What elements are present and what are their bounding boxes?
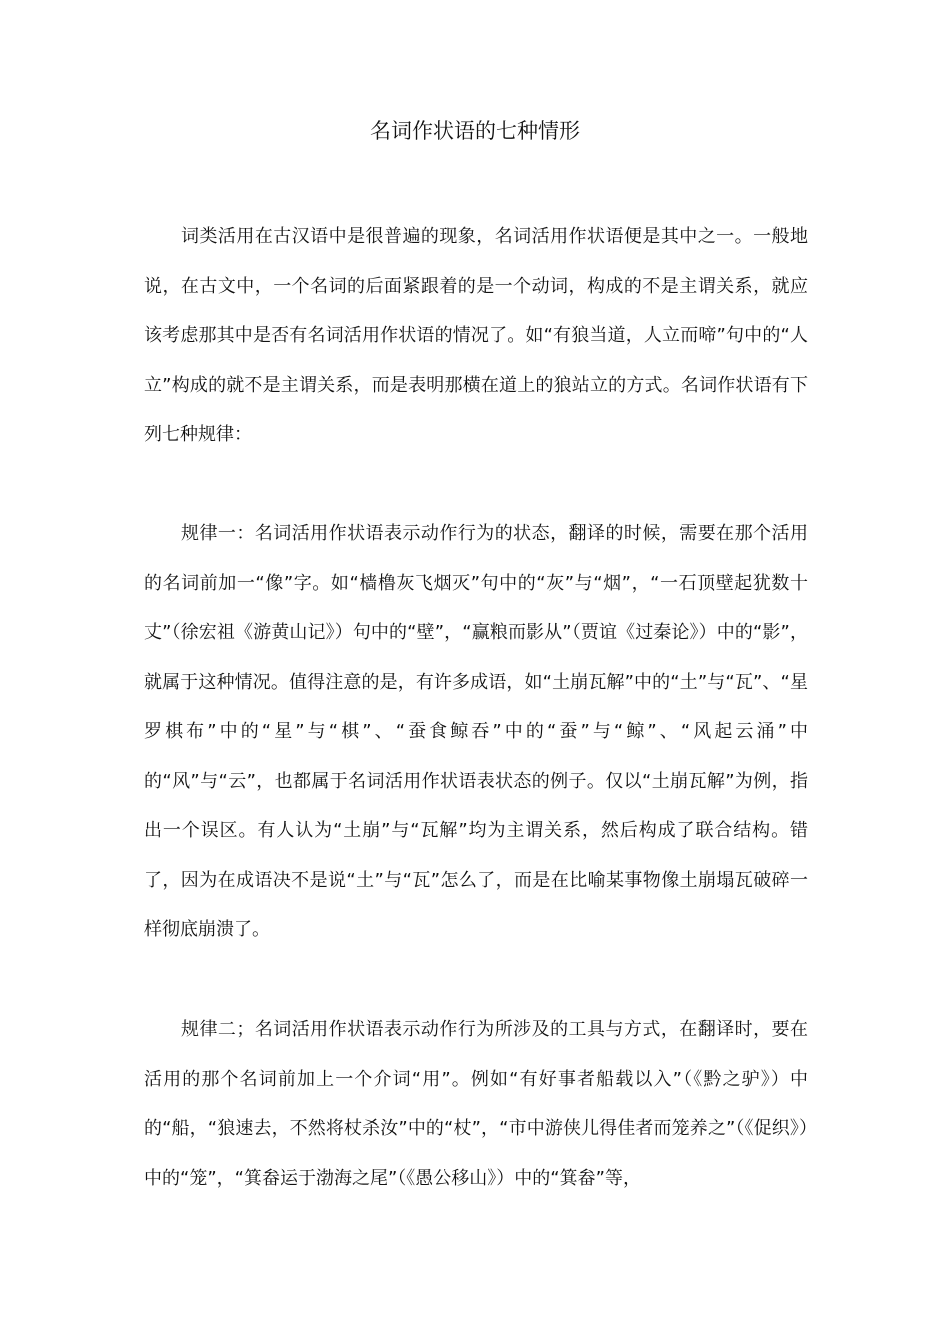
- paragraph-rule-1: 规律一：名词活用作状语表示动作行为的状态，翻译的时候，需要在那个活用的名词前加一“像”字。如“樯橹灰飞烟灭”句中的“灰”与“烟”，“一石顶壁起犹数十丈”（徐宏祖《游黄山记》）句中的“壁”，“赢粮而影从”（贾谊《过秦论》）中的“影”，就属于这种情况。值得注意的是，有许多成语，如“土崩瓦解”中的“土”与“瓦”、“星罗棋布”中的“星”与“棋”、“蚕食鲸吞”中的“蚕”与“鲸”、“风起云涌”中的“风”与“云”，也都属于名词活用作状语表状态的例子。仅以“土崩瓦解”为例，指出一个误区。有人认为“土崩”与“瓦解”均为主谓关系，然后构成了联合结构。错了，因为在成语决不是说“土”与“瓦”怎么了，而是在比喻某事物像土崩塌瓦破碎一样彻底崩溃了。: [144, 523, 808, 940]
- document-title: 名词作状语的七种情形: [370, 119, 580, 143]
- paragraph-rule-2: 规律二；名词活用作状语表示动作行为所涉及的工具与方式，在翻译时，要在活用的那个名词前加上一个介词“用”。例如“有好事者船载以入”（《黔之驴》）中的“船，“狼速去，不然将杖杀汝”中的“杖”，“市中游侠儿得佳者而笼养之”（《促织》）中的“笼”，“箕畚运于渤海之尾”（《愚公移山》）中的“箕畚”等，: [144, 1019, 808, 1189]
- paragraph-intro: 词类活用在古汉语中是很普遍的现象，名词活用作状语便是其中之一。一般地说，在古文中，一个名词的后面紧跟着的是一个动词，构成的不是主谓关系，就应该考虑那其中是否有名词活用作状语的情况了。如“有狼当道，人立而啼”句中的“人立”构成的就不是主谓关系，而是表明那横在道上的狼站立的方式。名词作状语有下列七种规律：: [144, 226, 808, 445]
